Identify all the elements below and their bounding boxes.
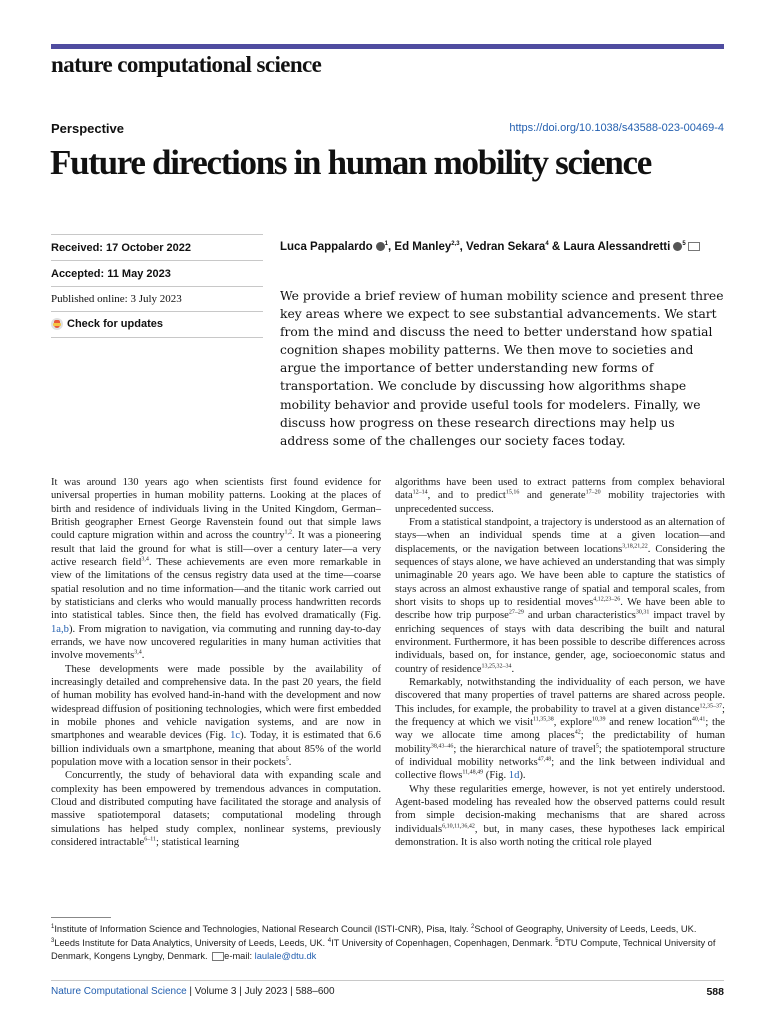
journal-name: nature computational science: [51, 52, 322, 77]
journal-header-bar: [51, 44, 724, 49]
doi-link[interactable]: https://doi.org/10.1038/s43588-023-00469-4: [509, 122, 724, 134]
author-affiliation: 5: [682, 241, 686, 248]
email-link[interactable]: laulale@dtu.dk: [254, 951, 317, 961]
crossmark-icon: [51, 318, 63, 330]
body-paragraph: algorithms have been used to extract patterns from complex behavioral data$^{12-14}$, and to predict$^{15,16}$ and generate$^{17-20}$ mobility trajectories with unprecedented success.: [395, 477, 726, 515]
body-column-right: [395, 476, 725, 849]
abstract: We provide a brief review of human mobility science and present three key areas where we expect to see substantial advancements. We start from the mind and discuss the need to better understand how spatial cognition shapes mobility patterns. We then move to societies and argue the importance of better understanding new forms of transportation. We conclude by discussing how algorithms shape mobility behavior and provide useful tools for modelers. Finally, we discuss how progress on these research directions may help us address some of the challenges our society faces today.: [280, 289, 724, 448]
affiliations-footnote: [51, 923, 723, 964]
footer-divider: [51, 980, 724, 981]
published-date: Published online: 3 July 2023: [51, 293, 182, 305]
body-paragraph: Concurrently, the study of behavioral data with expanding scale and complexity has been empowered by tremendous advances in computation. Cloud and distributed computing have facilitated the storage and analysis of massive spatiotemporal datasets; computational modeling through simulations has helped study complex, nonlinear systems, previously considered intractable$^{6-11}$; statistical learning: [51, 770, 381, 848]
divider: [51, 337, 263, 338]
author-name[interactable]: Luca Pappalardo: [280, 241, 373, 253]
running-volume-info: | Volume 3 | July 2023 | 588–600: [189, 986, 335, 997]
body-paragraph: Why these regularities emerge, however, is not yet entirely understood. Agent-based modeling has revealed how the observed patterns could result from simple decision-making mechanisms that are shared across individuals$^{6,10,11,36,42}$, but, in many cases, these hypotheses lack empirical demonstration. It is also worth noting the critical role played: [395, 783, 725, 848]
running-footer: [51, 986, 335, 997]
article-type: Perspective: [51, 121, 124, 136]
affiliations-text: $^1$Institute of Information Science and Technologies, National Research Council (ISTI-CNR), Pisa, Italy. $^2$School of Geography, University of Leeds, Leeds, UK. $^3$Leeds Institute for Data Analytics, University of Leeds, Leeds, UK. $^4$IT University of Copenhagen, Copenhagen, Denmark. $^5$DTU Compute, Technical University of Denmark, Kongens Lyngby, Denmark.: [51, 923, 716, 961]
page-number: 588: [706, 986, 724, 998]
body-column-left: [51, 476, 381, 849]
check-for-updates-button[interactable]: [51, 318, 163, 330]
received-date: Received: 17 October 2022: [51, 242, 192, 254]
author-affiliation: 4: [545, 241, 549, 248]
article-title: Future directions in human mobility science: [50, 143, 652, 182]
orcid-icon[interactable]: [376, 242, 385, 251]
footnote-divider: [51, 917, 111, 918]
divider: [51, 286, 263, 287]
body-paragraph: From a statistical standpoint, a trajectory is understood as an alternation of stays—when an individual spends time at a given location—and displacements, or the navigation between locations$^{3,18,21,22}$. Considering the sequences of stays alone, we have achieved an understanding that was simply unimaginable 20 years ago. We have been able to capture the statistics of stays across an almost exhaustive range of spatial and temporal scales, from short visits to shops up to residential moves$^{4,12,23-26}$. We have been able to describe how trip purpose$^{27-29}$ and urban characteristics$^{30,31}$ impact travel by enriching sequences of stays with data describing the built and natural environment. Furthermore, it has been possible to describe differences across individuals, based on, for instance, gender, age, socioeconomic status and country of residence$^{13,25,32-34}$.: [395, 516, 725, 675]
body-paragraph: It was around 130 years ago when scientists first found evidence for universal properties in human mobility patterns. Looking at the places of birth and residence of individuals living in the United Kingdom, German–British geographer Ernest George Ravenstein found out that simple laws could capture migration within and across the country$^{1,2}$. It was a pioneering result that laid the ground for what is still—over a century later—a very active research field$^{3,4}$. These achievements are even more remarkable in view of the limitations of the census registry data used at the time—coarse spatial resolution and no time information—and the titanic work carried out by statisticians and clerks who would manually process handwritten records into statistical tables. Since then, the field has evolved dramatically (Fig. 1a,b). From migration to navigation, via commuting and running day-to-day errands, we have now uncovered regularities in many human activities that involve movements$^{3,4}$.: [51, 477, 381, 662]
check-for-updates-label: Check for updates: [67, 318, 163, 330]
divider: [51, 260, 263, 261]
orcid-icon[interactable]: [673, 242, 682, 251]
author-affiliation: 1: [384, 241, 389, 248]
email-label: e-mail:: [224, 951, 253, 961]
envelope-icon: [212, 952, 224, 961]
running-journal-name[interactable]: Nature Computational Science: [51, 986, 187, 997]
author-name[interactable]: Ed Manley: [394, 241, 452, 253]
author-list: Luca Pappalardo $^1$, Ed Manley$^{2,3}$, Vedran Sekara$^4$ & Laura Alessandretti $^5$: [280, 241, 700, 253]
body-paragraph: These developments were made possible by the availability of increasingly detailed and comprehensive data. In the past 20 years, the field of human mobility has evolved hand-in-hand with the development and now widespread diffusion of positioning technologies, which were first embedded in mobile phones and vehicle navigation systems, and are now in smartphones and wearable devices (Fig. 1c). Today, it is estimated that 6.6 billion individuals own a smartphone, meaning that about 85% of the world population move with a location sensor in their pockets$^5$.: [51, 663, 381, 768]
accepted-date: Accepted: 11 May 2023: [51, 268, 171, 280]
divider: [51, 311, 263, 312]
envelope-icon[interactable]: [688, 242, 700, 251]
author-name[interactable]: Laura Alessandretti: [563, 241, 671, 253]
author-name[interactable]: Vedran Sekara: [466, 241, 546, 253]
divider: [51, 234, 263, 235]
author-affiliation: 2,3: [451, 241, 460, 248]
body-paragraph: Remarkably, notwithstanding the individuality of each person, we have discovered that many properties of travel patterns are shared across people. This includes, for example, the probability to travel at a given distance$^{12,35-37}$; the frequency at which we visit$^{11,35,38}$, explore$^{10,39}$ and renew location$^{40,41}$; the way we allocate time among places$^{42}$; the predictability of human mobility$^{38,43-46}$; the hierarchical nature of travel$^5$; the spatiotemporal structure of individual mobility networks$^{47,48}$; and the link between individual and collective flows$^{11,48,49}$ (Fig. 1d).: [395, 676, 725, 782]
